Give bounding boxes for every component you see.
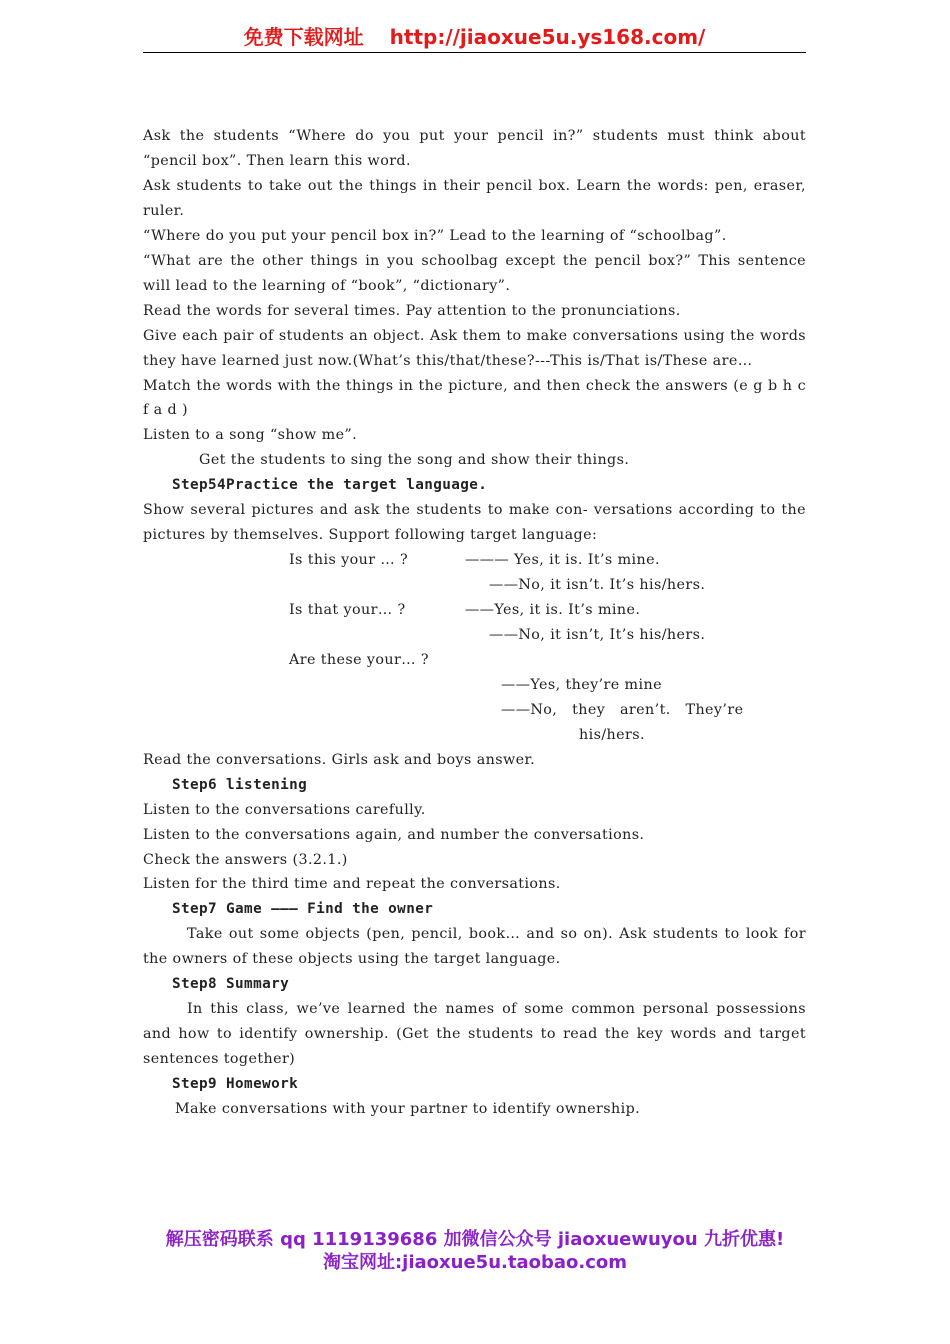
step-heading: Step8 Summary (172, 976, 290, 993)
paragraph: Ask students to take out the things in their pencil box. Learn the words: pen, eraser, ruler. (143, 177, 806, 219)
paragraph: Ask the students “Where do you put your pencil in?” students must think about “pencil box”. Then learn this word. (143, 128, 806, 169)
step-heading: Step9 Homework (172, 1076, 299, 1093)
dialogue-question: Is that your… ? (289, 602, 406, 619)
dialogue-answer: ——No, it isn’t. It’s his/hers. (489, 577, 706, 594)
paragraph: Give each pair of students an object. Ask them to make conversations using the words they have learned just now.(What’s this/that/these?---This is/That is/These are… (143, 327, 806, 369)
dialogue-answer: ——Yes, it is. It’s mine. (465, 602, 641, 619)
dialogue-answer: ——No, it isn’t, It’s his/hers. (489, 627, 706, 644)
paragraph: Take out some objects (pen, pencil, book… and so on). Ask students to look for the owners of these objects using the target language. (143, 926, 806, 968)
dialogue-answer: ——Yes, they’re mine (501, 676, 662, 693)
dialogue-question: Are these your… ? (289, 651, 429, 668)
dialogue-question: Is this your … ? (289, 552, 409, 569)
paragraph: Show several pictures and ask the students to make con- versations according to the pictures by themselves. Support following target language: (143, 502, 806, 544)
paragraph: Listen for the third time and repeat the conversations. (143, 876, 561, 893)
header-url-link[interactable]: http://jiaoxue5u.ys168.com/ (389, 25, 706, 49)
paragraph: Make conversations with your partner to identify ownership. (175, 1101, 641, 1118)
step-heading: Step6 listening (172, 776, 308, 793)
paragraph: Get the students to sing the song and show their things. (199, 452, 630, 469)
document-body (143, 124, 806, 1122)
paragraph: Listen to a song “show me”. (143, 427, 358, 444)
dialogue-answer: ——No, they aren’t. They’re (501, 701, 744, 718)
step-heading: Step7 Game ——— Find the owner (172, 901, 434, 918)
paragraph: Read the conversations. Girls ask and boys answer. (143, 751, 536, 768)
page-header (143, 22, 806, 53)
dialogue-block (143, 548, 806, 748)
paragraph: In this class, we’ve learned the names of some common personal possessions and how to identify ownership. (Get the students to read the key words and target sentences together) (143, 1001, 806, 1068)
dialogue-answer: ——— Yes, it is. It’s mine. (465, 552, 660, 569)
paragraph: “Where do you put your pencil box in?” Lead to the learning of “schoolbag”. (143, 227, 727, 244)
dialogue-answer: his/hers. (579, 726, 645, 743)
paragraph: Match the words with the things in the picture, and then check the answers (e g b h c f a d ) (143, 377, 806, 419)
paragraph: Listen to the conversations carefully. (143, 801, 426, 818)
paragraph: Listen to the conversations again, and number the conversations. (143, 826, 645, 843)
paragraph: “What are the other things in you schoolbag except the pencil box?” This sentence will lead to the learning of “book”, “dictionary”. (143, 252, 806, 294)
step-heading: Step54Practice the target language. (172, 477, 488, 494)
paragraph: Read the words for several times. Pay attention to the pronunciations. (143, 302, 681, 319)
footer-shop-link[interactable]: 淘宝网址:jiaoxue5u.taobao.com (322, 1252, 627, 1273)
paragraph: Check the answers (3.2.1.) (143, 851, 348, 868)
header-label: 免费下载网址 (243, 25, 364, 49)
footer-contact: 解压密码联系 qq 1119139686 加微信公众号 jiaoxuewuyou 九折优惠! (165, 1229, 785, 1250)
